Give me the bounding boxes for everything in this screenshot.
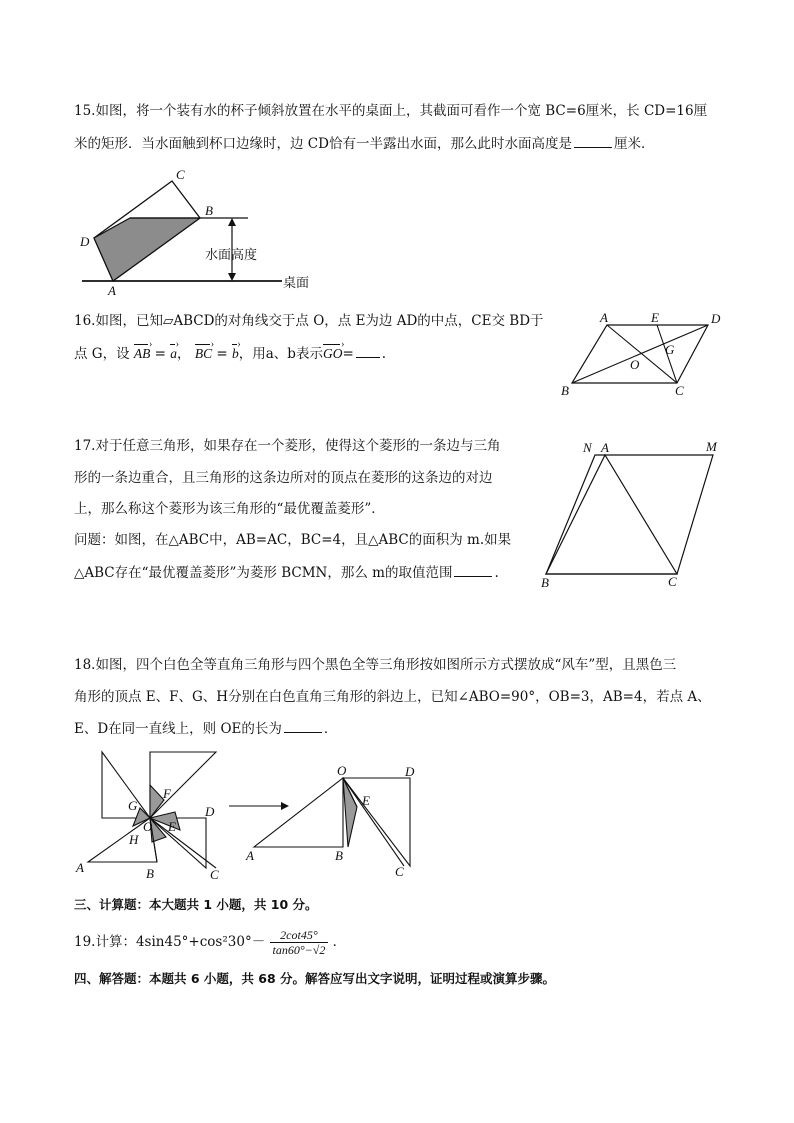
label-table: 桌面 xyxy=(283,276,310,291)
label-D: D xyxy=(80,234,90,249)
vector-a: a › xyxy=(170,342,177,363)
label-A: A xyxy=(601,440,609,455)
q16-comma: ， xyxy=(177,346,191,362)
vector-bc: BC › xyxy=(195,342,212,363)
section-4-heading: 四、解答题：本题共 6 小题，共 68 分。解答应写出文字说明，证明过程或演算步骤。 xyxy=(74,971,556,986)
q16-end: . xyxy=(381,346,387,362)
q16-line1: 16.如图，已知▱ABCD的对角线交于点 O，点 E为边 AD的中点，CE交 BD于 xyxy=(74,313,544,329)
label-D: D xyxy=(205,804,215,819)
label-B: B xyxy=(146,866,154,881)
label-O: O xyxy=(630,357,640,372)
label-A: A xyxy=(600,310,608,325)
q16-eq-b: = xyxy=(216,346,228,362)
label-B: B xyxy=(541,575,549,590)
label-C: C xyxy=(675,383,684,398)
label-C: C xyxy=(210,867,219,882)
q17-text: △ABC存在“最优覆盖菱形”为菱形 BCMN，那么 m的取值范围 xyxy=(74,565,453,581)
label-E: E xyxy=(168,819,176,834)
label-H: H xyxy=(129,832,139,847)
label-O: O xyxy=(143,819,153,834)
q16-text-a: 点 G，设 xyxy=(74,346,130,362)
q16-eq: = xyxy=(342,346,354,362)
label-F: F xyxy=(163,786,171,801)
label-B: B xyxy=(335,848,343,863)
q18-text: E、D在同一直线上，则 OE的长为 xyxy=(74,721,282,737)
label-water-height: 水面高度 xyxy=(205,248,258,263)
label-A: A xyxy=(76,860,84,875)
label-G: G xyxy=(665,342,675,357)
q16-text-b: ，用a、b表示 xyxy=(238,346,323,362)
label-B: B xyxy=(561,383,569,398)
fraction-numerator: 2cot45° xyxy=(270,928,329,943)
label-G: G xyxy=(128,798,138,813)
section-3-heading: 三、计算题：本大题共 1 小题，共 10 分。 xyxy=(74,897,318,912)
label-A: A xyxy=(246,848,254,863)
q19-fraction xyxy=(270,928,329,957)
q18-end: ． xyxy=(323,721,338,737)
label-B: B xyxy=(205,203,213,218)
q18-line1: 18.如图，四个白色全等直角三角形与四个黑色全等三角形按如图所示方式摆放成“风车”型，且黑色三 xyxy=(74,657,677,673)
q17-line1: 17.对于任意三角形，如果存在一个菱形，使得这个菱形的一条边与三角 xyxy=(74,438,501,454)
label-M: M xyxy=(706,439,717,454)
q15-line1: 15.如图，将一个装有水的杯子倾斜放置在水平的桌面上，其截面可看作一个宽 BC=6厘米，长 CD=16厘 xyxy=(74,103,708,119)
label-N: N xyxy=(583,440,592,455)
q17-line2: 形的一条边重合，且三角形的这条边所对的顶点在菱形的这条边的对边 xyxy=(74,470,493,486)
q17-end: . xyxy=(494,565,499,581)
label-E: E xyxy=(651,310,659,325)
label-C: C xyxy=(395,864,404,879)
vector-go: GO › xyxy=(323,342,343,363)
label-E: E xyxy=(362,793,370,808)
label-D: D xyxy=(405,764,415,779)
q15-line2-text: 米的矩形．当水面触到杯口边缘时，边 CD恰有一半露出水面，那么此时水面高度是 xyxy=(74,136,572,152)
q19-line xyxy=(74,927,346,957)
vector-b: b › xyxy=(232,342,239,363)
q17-line4: 问题：如图，在△ABC中，AB=AC，BC=4，且△ABC的面积为 m.如果 xyxy=(74,532,512,548)
vector-ab: AB › xyxy=(134,342,151,363)
q19-suffix: ． xyxy=(332,934,347,950)
q15-unit: 厘米． xyxy=(613,136,655,152)
label-A: A xyxy=(108,283,116,298)
label-C: C xyxy=(176,167,185,182)
q16-eq-a: = xyxy=(154,346,166,362)
q19-prefix: 19.计算：4sin45°+cos²30°－ xyxy=(74,934,266,950)
q18-line2: 角形的顶点 E、F、G、H分别在白色直角三角形的斜边上，已知∠ABO=90°，OB=3，AB=4，若点 A、 xyxy=(74,689,711,705)
label-O: O xyxy=(337,763,347,778)
fraction-denominator: tan60°−√2 xyxy=(272,943,326,957)
label-D: D xyxy=(711,311,721,326)
q17-line3: 上，那么称这个菱形为该三角形的“最优覆盖菱形”． xyxy=(74,501,385,517)
label-C: C xyxy=(668,574,677,589)
